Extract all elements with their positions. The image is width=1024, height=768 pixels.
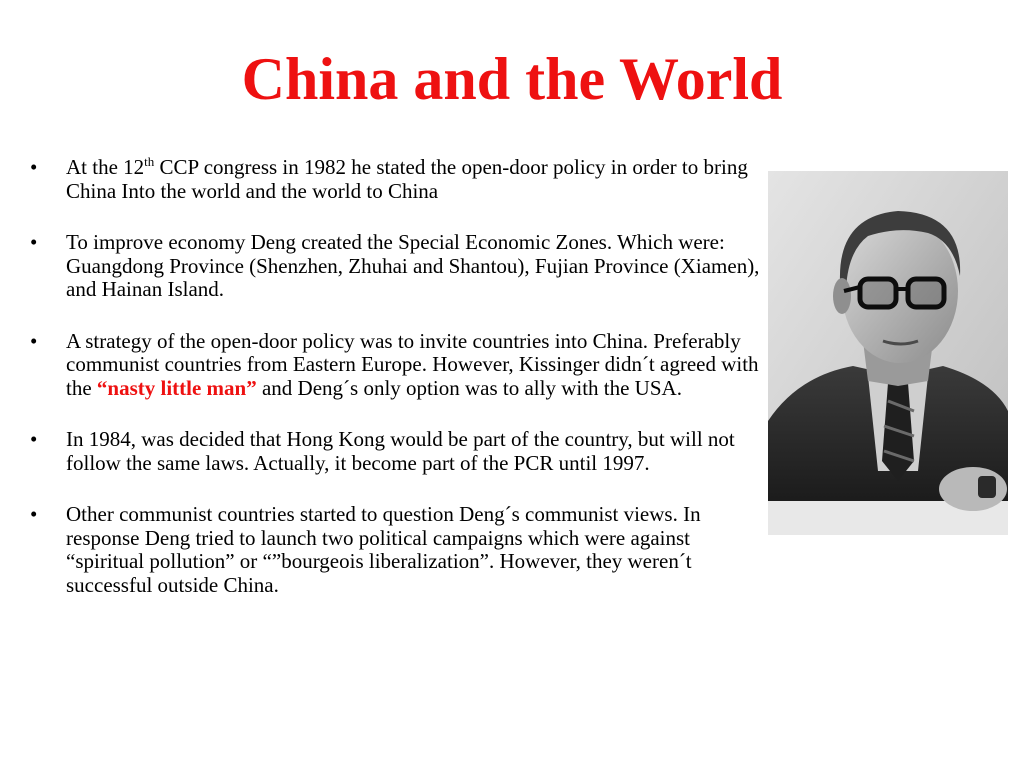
bullet-item-1	[30, 156, 765, 203]
bullet-item-2	[30, 231, 765, 302]
portrait-illustration	[768, 171, 1008, 535]
bullet-list	[30, 156, 765, 625]
bullet-item-4	[30, 428, 765, 475]
bullet-text: In 1984, was decided that Hong Kong would be part of the country, but will not follow the same laws. Actually, it become part of the PCR until 1997.	[66, 427, 735, 475]
bullet-text-part: and Deng´s only option was to ally with the USA.	[256, 375, 682, 400]
bullet-text-part: At the 12	[66, 155, 145, 179]
bullet-item-3	[30, 330, 765, 401]
bullet-marker: •	[30, 155, 38, 179]
bullet-text: To improve economy Deng created the Special Economic Zones. Which were: Guangdong Province (Shenzhen, Zhuhai and Shantou), Fujian Province (Xiamen), and Hainan Island.	[66, 230, 760, 301]
highlighted-quote: “nasty little man”	[96, 375, 257, 400]
bullet-marker: •	[30, 427, 38, 451]
bullet-marker: •	[30, 328, 38, 353]
bullet-marker: •	[30, 230, 38, 254]
slide-title: China and the World	[241, 46, 783, 112]
bullet-text-part: A strategy of the open-door policy was to invite countries into China. Preferably communist countries from Eastern Europe. However, Kissinger didn´t agreed with the	[66, 328, 759, 400]
bullet-text-part: CCP congress in 1982 he stated the open-door policy in order to bring China Into the world and the world to China	[66, 155, 748, 203]
bullet-text: Other communist countries started to question Deng´s communist views. In response Deng tried to launch two political campaigns which were against “spiritual pollution” or “”bourgeois liberalization”. However, they weren´t successful outside China.	[66, 502, 701, 597]
bullet-marker: •	[30, 502, 38, 526]
ordinal-superscript: th	[144, 154, 155, 169]
portrait-photo	[768, 171, 1008, 535]
bullet-item-5	[30, 503, 765, 597]
